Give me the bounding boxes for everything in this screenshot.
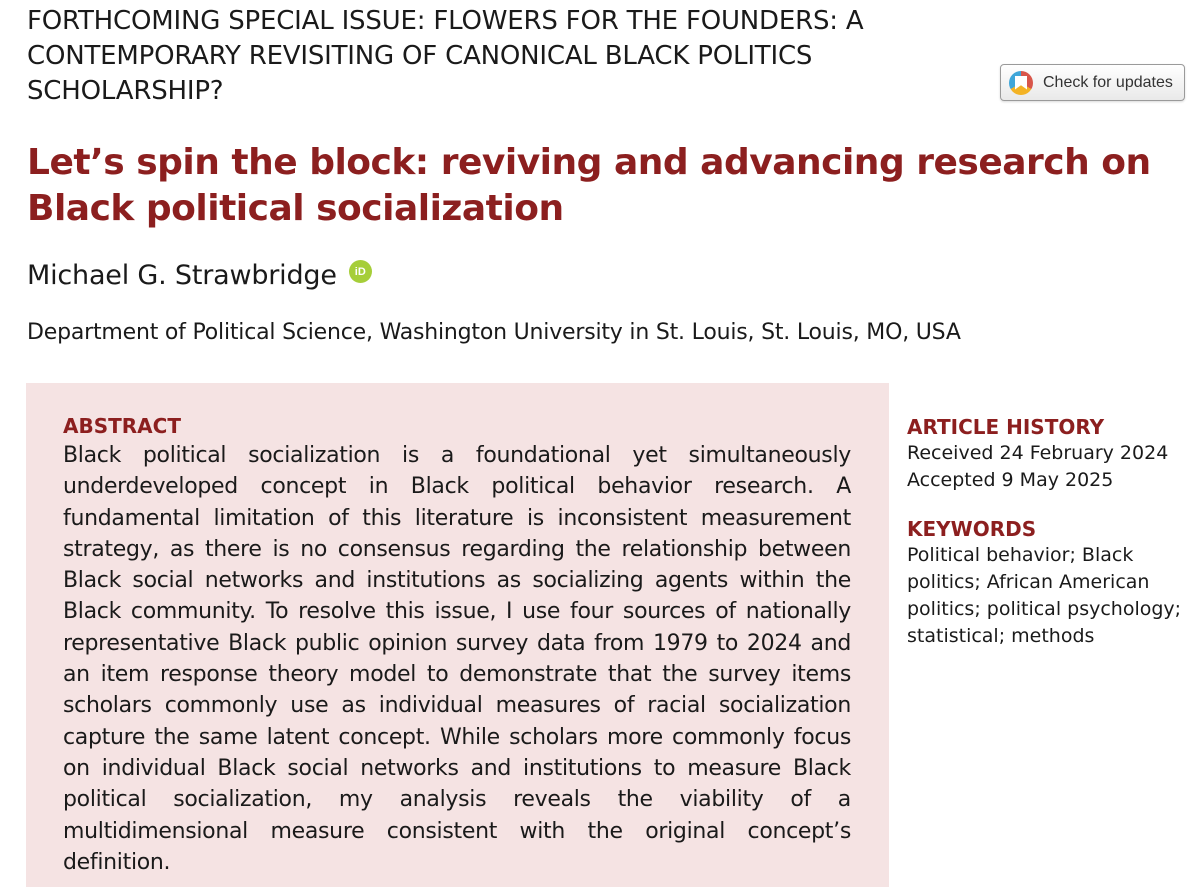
keywords-block (907, 516, 1195, 650)
author-affiliation: Department of Political Science, Washington University in St. Louis, St. Louis, MO, USA (27, 320, 961, 345)
author-name[interactable]: Michael G. Strawbridge (27, 260, 337, 291)
keywords-list: Political behavior; Black politics; African American politics; political psychology; statistical; methods (907, 544, 1182, 647)
keywords-heading: KEYWORDS (907, 517, 1037, 541)
abstract-text: Black political socialization is a foundational yet simultaneously underdeveloped concept in Black political behavior research. A fundamental limitation of this literature is inconsistent measurement strategy, as there is no consensus regarding the relationship between Black social networks and institutions as socializing agents within the Black community. To resolve this issue, I use four sources of nationally representative Black public opinion survey data from 1979 to 2024 and an item response theory model to demonstrate that the survey items scholars commonly use as individual measures of racial socialization capture the same latent concept. While scholars more commonly focus on individual Black social networks and institutions to measure Black political socialization, my analysis reveals the viability of a multidimensional measure consistent with the original concept’s definition. (63, 443, 851, 875)
crossmark-icon (1009, 71, 1033, 95)
article-sidebar (907, 414, 1195, 650)
accepted-date: Accepted 9 May 2025 (907, 469, 1114, 491)
author-line (27, 260, 372, 291)
received-date: Received 24 February 2024 (907, 442, 1169, 464)
abstract-heading: ABSTRACT (63, 414, 181, 438)
check-for-updates-label: Check for updates (1043, 73, 1173, 91)
article-title: Let’s spin the block: reviving and advancing research on Black political socialization (27, 142, 1151, 229)
special-issue-banner: FORTHCOMING SPECIAL ISSUE: FLOWERS FOR THE FOUNDERS: A CONTEMPORARY REVISITING OF CANONICAL BLACK POLITICS SCHOLARSHIP? (27, 6, 864, 106)
orcid-icon[interactable]: iD (349, 260, 372, 283)
article-history-heading: ARTICLE HISTORY (907, 415, 1105, 439)
check-for-updates-button[interactable] (1000, 64, 1185, 101)
